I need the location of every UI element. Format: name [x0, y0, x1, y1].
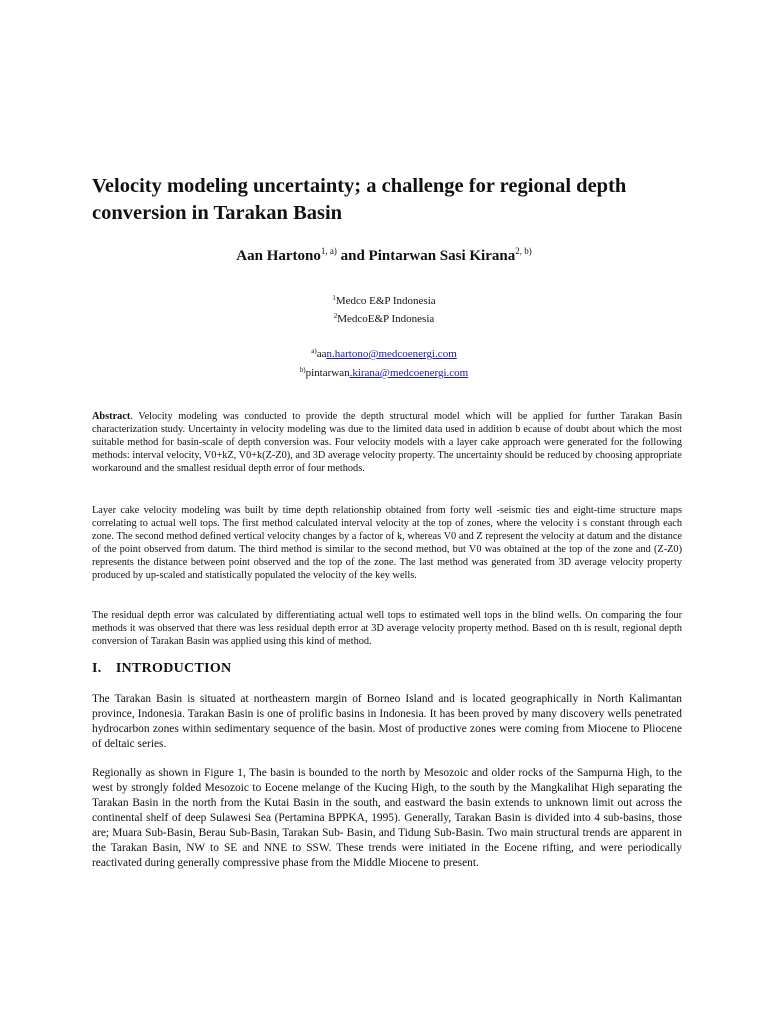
affiliation-text: Medco E&P Indonesia: [335, 295, 436, 307]
affiliation: [0, 294, 768, 307]
affiliation-text: MedcoE&P Indonesia: [337, 313, 435, 325]
author-line: [0, 246, 768, 265]
intro-paragraph: Regionally as shown in Figure 1, The basin is bounded to the north by Mesozoic and older rocks of the Sampurna High, to the west by strongly folded Mesozoic to Eocene melange of the Kucing High, to the south by the Mangkalihat High separating the Tarakan Basin in the north from the Kutai Basin in the south, and eastward the basin extends to unknown limit out across the continental shelf of deep Sulawesi Sea (Pertamina BPPKA, 1995). Generally, Tarakan Basin is divided into 4 sub-basins, those are; Muara Sub-Basin, Berau Sub-Basin, Tarakan Sub- Basin, and Tidung Sub-Basin. Two main structural trends are apparent in the Tarakan Basin, NW to SE and NNE to SSW. These trends were initiated in the Eocene rifting, and were periodically reactivated during generally compressive phase from the Middle Miocene to present.: [92, 767, 682, 869]
email-link[interactable]: .kirana@medcoenergi.com: [349, 367, 469, 379]
email-superscript: b): [299, 366, 306, 374]
paper-title: Velocity modeling uncertainty; a challenge for regional depth conversion in Tarakan Basin: [92, 175, 627, 224]
abstract-paragraph: [92, 410, 682, 475]
abstract-paragraph: Layer cake velocity modeling was built by time depth relationship obtained from forty well -seismic ties and eight-time structure maps correlating to actual well tops. The first method calculated interval velocity at the top of zones, where the velocity i s constant through each zone. The second method defined vertical velocity changes by a factor of k, whereas V0 and Z represent the velocity at datum and the distance of the point observed from datum. The third method is similar to the second method, but V0 was obtained at the top of the zone and (Z-Z0) represents the distance between point observed and the top of the zone. The last method was generated from 3D average velocity property produced by up-scaled and statistically populated the velocity of the key wells.: [92, 505, 682, 581]
email-prefix: aa: [316, 348, 327, 360]
email-prefix: pintarwan: [305, 367, 350, 379]
author-name: Aan Hartono: [236, 248, 321, 264]
abstract-label: Abstract: [92, 411, 131, 422]
email-superscript: a): [311, 347, 317, 355]
author-name: Pintarwan Sasi Kirana: [368, 248, 516, 264]
author-conjunction: and: [336, 248, 369, 264]
email-link[interactable]: n.hartono@medcoenergi.com: [326, 348, 457, 360]
abstract-paragraph: The residual depth error was calculated by differentiating actual well tops to estimated well tops in the blind wells. On comparing the four methods it was observed that there was less residual depth error at 3D average velocity property method. Based on th is result, regional depth conversion of Tarakan Basin was applied using this kind of method.: [92, 610, 682, 647]
affiliation-superscript: 2: [333, 312, 338, 320]
section-number: I.: [92, 661, 102, 676]
section-heading: [92, 661, 231, 677]
email-line: [0, 366, 768, 379]
affiliation-superscript: 1: [332, 294, 336, 302]
author-superscript: 2, b): [515, 246, 532, 256]
email-line: [0, 347, 768, 360]
section-title: INTRODUCTION: [115, 661, 232, 676]
author-superscript: 1, a): [320, 246, 337, 256]
intro-paragraph: The Tarakan Basin is situated at northeastern margin of Borneo Island and is located geographically in North Kalimantan province, Indonesia. Tarakan Basin is one of prolific basins in Indonesia. It has been proved by many discovery wells penetrated hydrocarbon zones within sedimentary sequence of the basin. Most of productive zones were coming from Miocene to Pliocene of deltaic series.: [92, 693, 682, 750]
abstract-text: . Velocity modeling was conducted to provide the depth structural model which will be applied for further Tarakan Basin characterization study. Uncertainty in velocity modeling was due to the limited data used in addition b ecause of doubt about which the most suitable method for basin-scale of depth conversion was. Four velocity models with a layer cake approach were generated for the following methods: interval velocity, V0+kZ, V0+k(Z-Z0), and 3D average velocity property. The uncertainty should be reduced by choosing appropriate workaround and the smallest residual depth error of four methods.: [92, 411, 682, 474]
affiliation: [0, 312, 768, 325]
